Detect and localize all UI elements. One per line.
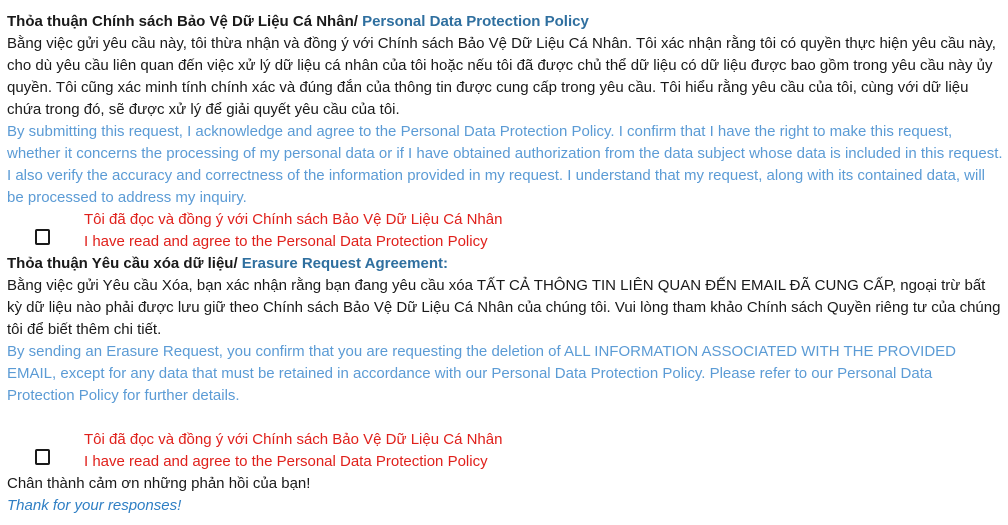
thanks-text-vi: Chân thành cảm ơn những phản hồi của bạn!: [7, 475, 311, 492]
erasure-heading-vi: Thỏa thuận Yêu cầu xóa dữ liệu/: [7, 255, 242, 272]
thanks-text-en: Thank for your responses!: [7, 497, 182, 514]
policy-consent-label-en[interactable]: I have read and agree to the Personal Data Protection Policy: [84, 233, 488, 250]
erasure-consent-labels[interactable]: [84, 429, 502, 473]
policy-text-en: By submitting this request, I acknowledge and agree to the Personal Data Protection Policy. I confirm that I have the right to make this request, whether it concerns the processing of my personal data or if I have obtained authorization from the data subject whose data is included in this request. I also verify the accuracy and correctness of the information provided in my request. I understand that my request, along with its contained data, will be processed to address my inquiry.: [7, 123, 1003, 206]
policy-heading-vi: Thỏa thuận Chính sách Bảo Vệ Dữ Liệu Cá Nhân/: [7, 13, 363, 30]
erasure-text-en: By sending an Erasure Request, you confirm that you are requesting the deletion of ALL INFORMATION ASSOCIATED WITH THE PROVIDED EMAIL, except for any data that must be retained in accordance with our Personal Data Protection Policy. Please refer to our Personal Data Protection Policy for further details.: [7, 343, 956, 404]
policy-text-vi: Bằng việc gửi yêu cầu này, tôi thừa nhận và đồng ý với Chính sách Bảo Vệ Dữ Liệu Cá Nhân. Tôi xác nhận rằng tôi có quyền thực hiện yêu cầu này, cho dù yêu cầu liên quan đến việc xử lý dữ liệu cá nhân của tôi hoặc nếu tôi đã được chủ thể dữ liệu có dữ liệu được bao gồm trong yêu cầu này ủy quyền. Tôi cũng xác minh tính chính xác và đúng đắn của thông tin được cung cấp trong yêu cầu. Tôi hiểu rằng yêu cầu của tôi, cùng với dữ liệu chứa trong đó, sẽ được xử lý để giải quyết yêu cầu của tôi.: [7, 35, 996, 118]
erasure-heading: [7, 253, 1003, 275]
policy-heading: [7, 11, 1003, 33]
erasure-heading-en: Erasure Request Agreement:: [241, 255, 448, 272]
erasure-consent-label-vi[interactable]: Tôi đã đọc và đồng ý với Chính sách Bảo Vệ Dữ Liệu Cá Nhân: [84, 431, 503, 448]
policy-consent-checkbox[interactable]: [35, 229, 50, 245]
consent-form: [7, 11, 1003, 517]
erasure-text-vi: Bằng việc gửi Yêu cầu Xóa, bạn xác nhận rằng bạn đang yêu cầu xóa TẤT CẢ THÔNG TIN LIÊN QUAN ĐẾN EMAIL ĐÃ CUNG CẤP, ngoại trừ bất kỳ dữ liệu nào phải được lưu giữ theo Chính sách Bảo Vệ Dữ Liệu Cá Nhân của chúng tôi. Vui lòng tham khảo Chính sách Quyền riêng tư của chúng tôi để biết thêm chi tiết.: [7, 277, 1001, 338]
policy-consent-labels[interactable]: [84, 209, 502, 253]
policy-heading-en: Personal Data Protection Policy: [362, 13, 589, 30]
erasure-consent-checkbox[interactable]: [35, 449, 50, 465]
erasure-consent-label-en[interactable]: I have read and agree to the Personal Data Protection Policy: [84, 453, 488, 470]
erasure-consent-row[interactable]: [7, 429, 1003, 473]
policy-consent-row[interactable]: [7, 209, 1003, 253]
policy-consent-label-vi[interactable]: Tôi đã đọc và đồng ý với Chính sách Bảo Vệ Dữ Liệu Cá Nhân: [84, 211, 503, 228]
